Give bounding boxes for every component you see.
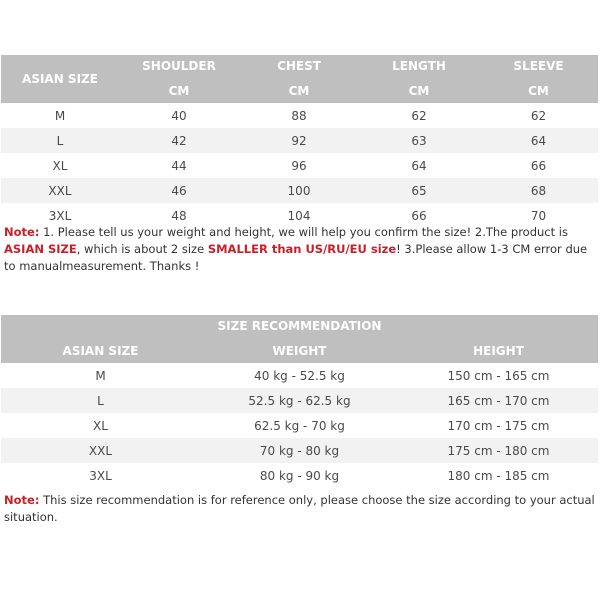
note-label: Note: [4, 493, 40, 507]
table-row: XL 62.5 kg - 70 kg 170 cm - 175 cm [93, 418, 550, 433]
table-row: M 40 88 62 62 [54, 108, 547, 123]
table-row: M 40 kg - 52.5 kg 150 cm - 165 cm [95, 368, 550, 383]
measurement-table-header [1, 55, 598, 103]
header-length: LENGTH CM [392, 59, 446, 98]
header-asian-size: ASIAN SIZE [22, 72, 98, 86]
header-shoulder: SHOULDER CM [142, 59, 216, 98]
table-row: L 52.5 kg - 62.5 kg 165 cm - 170 cm [1, 388, 598, 413]
measurement-table [1, 55, 598, 228]
asian-size-highlight: ASIAN SIZE [4, 242, 77, 256]
recommendation-table [1, 315, 598, 488]
header-weight: WEIGHT [272, 344, 327, 358]
recommendation-title: SIZE RECOMMENDATION [217, 319, 382, 333]
note-label: Note: [4, 225, 40, 239]
recommendation-table-header [1, 315, 598, 363]
table-row: XXL 46 100 65 68 [1, 178, 598, 203]
size-note: Note: 1. Please tell us your weight and height, we will help you confirm the size! 2.The product is ASIAN SIZE, which is about 2 size SMALLER than US/RU/EU size! 3.Please allow 1-3 CM error due to manualmeasurement. Thanks ! [4, 225, 588, 273]
recommendation-note: Note: This size recommendation is for reference only, please choose the size according to your actual situation. [4, 493, 595, 524]
header-sleeve: SLEEVE CM [513, 59, 564, 98]
header-chest: CHEST CM [277, 59, 321, 98]
table-row: 3XL 48 104 66 70 [48, 208, 547, 223]
table-row: L 42 92 63 64 [1, 128, 598, 153]
table-row: XL 44 96 64 66 [52, 158, 547, 173]
header-height: HEIGHT [473, 344, 524, 358]
table-row: XXL 70 kg - 80 kg 175 cm - 180 cm [1, 438, 598, 463]
table-row: 3XL 80 kg - 90 kg 180 cm - 185 cm [89, 468, 550, 483]
header-asian-size: ASIAN SIZE [62, 344, 139, 358]
smaller-size-highlight: SMALLER than US/RU/EU size [207, 242, 397, 256]
